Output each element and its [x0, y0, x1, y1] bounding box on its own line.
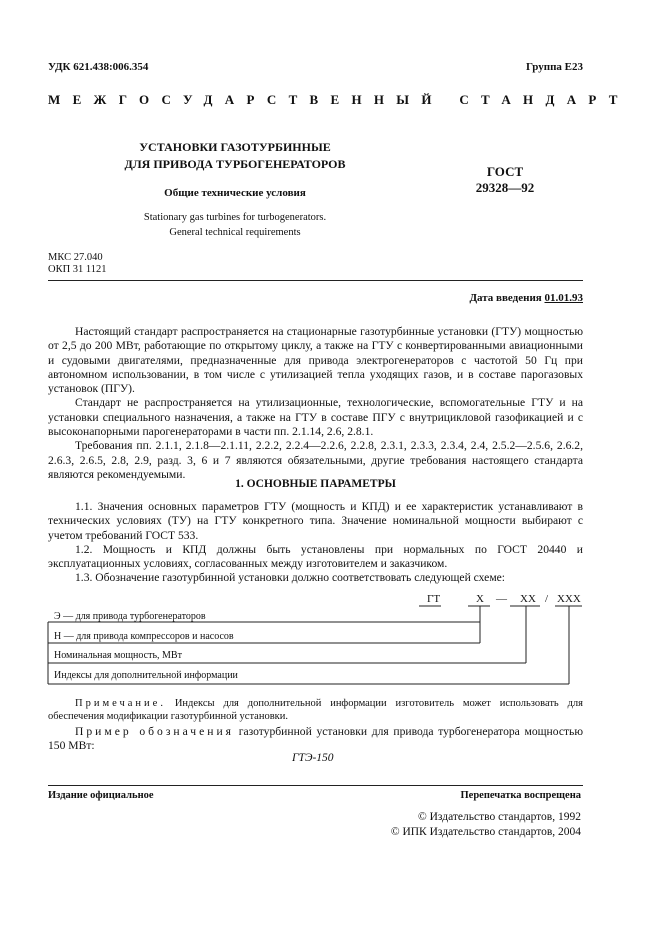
english-title-line-2: General technical requirements: [169, 227, 301, 238]
group-code: Группа Е23: [525, 61, 583, 73]
scheme-code-gt: ГТ: [427, 593, 441, 605]
reprint-prohibited: Перепечатка воспрещена: [460, 790, 581, 801]
document-title-line-2: ДЛЯ ПРИВОДА ТУРБОГЕНЕРАТОРОВ: [124, 157, 346, 171]
date-label: Дата введения: [469, 292, 542, 304]
copyright-1992: © Издательство стандартов, 1992: [417, 811, 581, 823]
scheme-row-additional-indices: Индексы для дополнительной информации: [54, 670, 238, 681]
scheme-code-xx: ХХ: [520, 593, 536, 605]
gost-number: 29328—92: [475, 180, 535, 195]
gost-label: ГОСТ: [486, 164, 524, 179]
copyright-2004: © ИПК Издательство стандартов, 2004: [390, 826, 581, 838]
scheme-code-xxx: ХХХ: [557, 593, 581, 605]
section-heading: 1. ОСНОВНЫЕ ПАРАМЕТРЫ: [235, 478, 396, 490]
scheme-row-turbogenerators: Э — для привода турбогенераторов: [54, 611, 206, 622]
scheme-code-dash: —: [496, 593, 507, 605]
mks-code: МКС 27.040: [48, 252, 103, 263]
clause-1-2: 1.2. Мощность и КПД должны быть установлены при нормальных по ГОСТ 20440 и эксплуатационных условиях, согласованных между изготовителем и заказчиком.: [48, 542, 583, 571]
note-block: [48, 697, 583, 723]
example-block: [48, 725, 583, 754]
clause-1-3: 1.3. Обозначение газотурбинной установки должно соответствовать следующей схеме:: [75, 571, 506, 585]
footer-divider: [48, 785, 583, 786]
note-text: Индексы для дополнительной информации изготовитель может использовать для обеспечения модификации газотурбинной установки.: [48, 698, 584, 722]
intro-paragraph-2: Стандарт не распространяется на утилизационные, технологические, вспомогательные ГТУ и на установки специального назначения, а также на ГТУ в составе ПГУ с внутрицикловой газофикацией и с высоконапорными парогенераторами в части пп. 2.1.14, 2.6, 2.8.1.: [48, 396, 583, 439]
udk-code: УДК 621.438:006.354: [48, 61, 149, 73]
intro-paragraph-1: Настоящий стандарт распространяется на стационарные газотурбинные установки (ГТУ) мощностью от 2,5 до 200 МВт, работающие по открытому циклу, а также на ГТУ с конвертированными авиационными и судовыми двигателями, предназначенные для привода электрогенераторов с частотой 50 Гц при автономном использовании, в том числе с утилизацией тепла уходящих газов, и в составе парогазовых установок (ПГУ).: [48, 325, 583, 396]
note-label: Примечание.: [75, 698, 166, 709]
example-designation: ГТЭ-150: [292, 752, 334, 764]
example-text: газотурбинной установки для привода турбогенератора мощностью 150 МВт:: [48, 725, 584, 753]
scheme-row-nominal-power: Номинальная мощность, МВт: [54, 650, 182, 661]
document-title-line-1: УСТАНОВКИ ГАЗОТУРБИННЫЕ: [139, 140, 331, 154]
date-value: 01.01.93: [544, 292, 583, 304]
intro-paragraph-3: Требования пп. 2.1.1, 2.1.8—2.1.11, 2.2.2, 2.2.4—2.2.6, 2.2.8, 2.3.1, 2.3.3, 2.3.4, 2.4, 2.5.2—2.5.6, 2.6.2, 2.6.3, 2.6.5, 2.8, 2.9, разд. 3, 6 и 7 являются обязательными, другие требования настоящего стандарта являются рекомендуемыми.: [48, 439, 583, 481]
interstate-standard-heading: МЕЖГОСУДАРСТВЕННЫЙ СТАНДАРТ: [48, 92, 630, 107]
english-title-line-1: Stationary gas turbines for turbogenerators.: [143, 212, 327, 223]
okp-code: ОКП 31 1121: [48, 264, 107, 275]
document-subtitle: Общие технические условия: [164, 187, 306, 199]
clause-1-1: 1.1. Значения основных параметров ГТУ (мощность и КПД) и ее характеристик устанавливают в технических условиях (ТУ) на ГТУ конкретного типа. Значение номинальной мощности выбирают с учетом требований ГОСТ 533.: [48, 500, 583, 542]
scheme-code-slash: /: [545, 593, 549, 605]
example-label: Пример обозначения: [75, 725, 235, 738]
scheme-code-x: Х: [476, 593, 484, 605]
official-edition: Издание официальное: [48, 790, 154, 801]
scheme-row-compressors: Н — для привода компрессоров и насосов: [54, 631, 234, 642]
